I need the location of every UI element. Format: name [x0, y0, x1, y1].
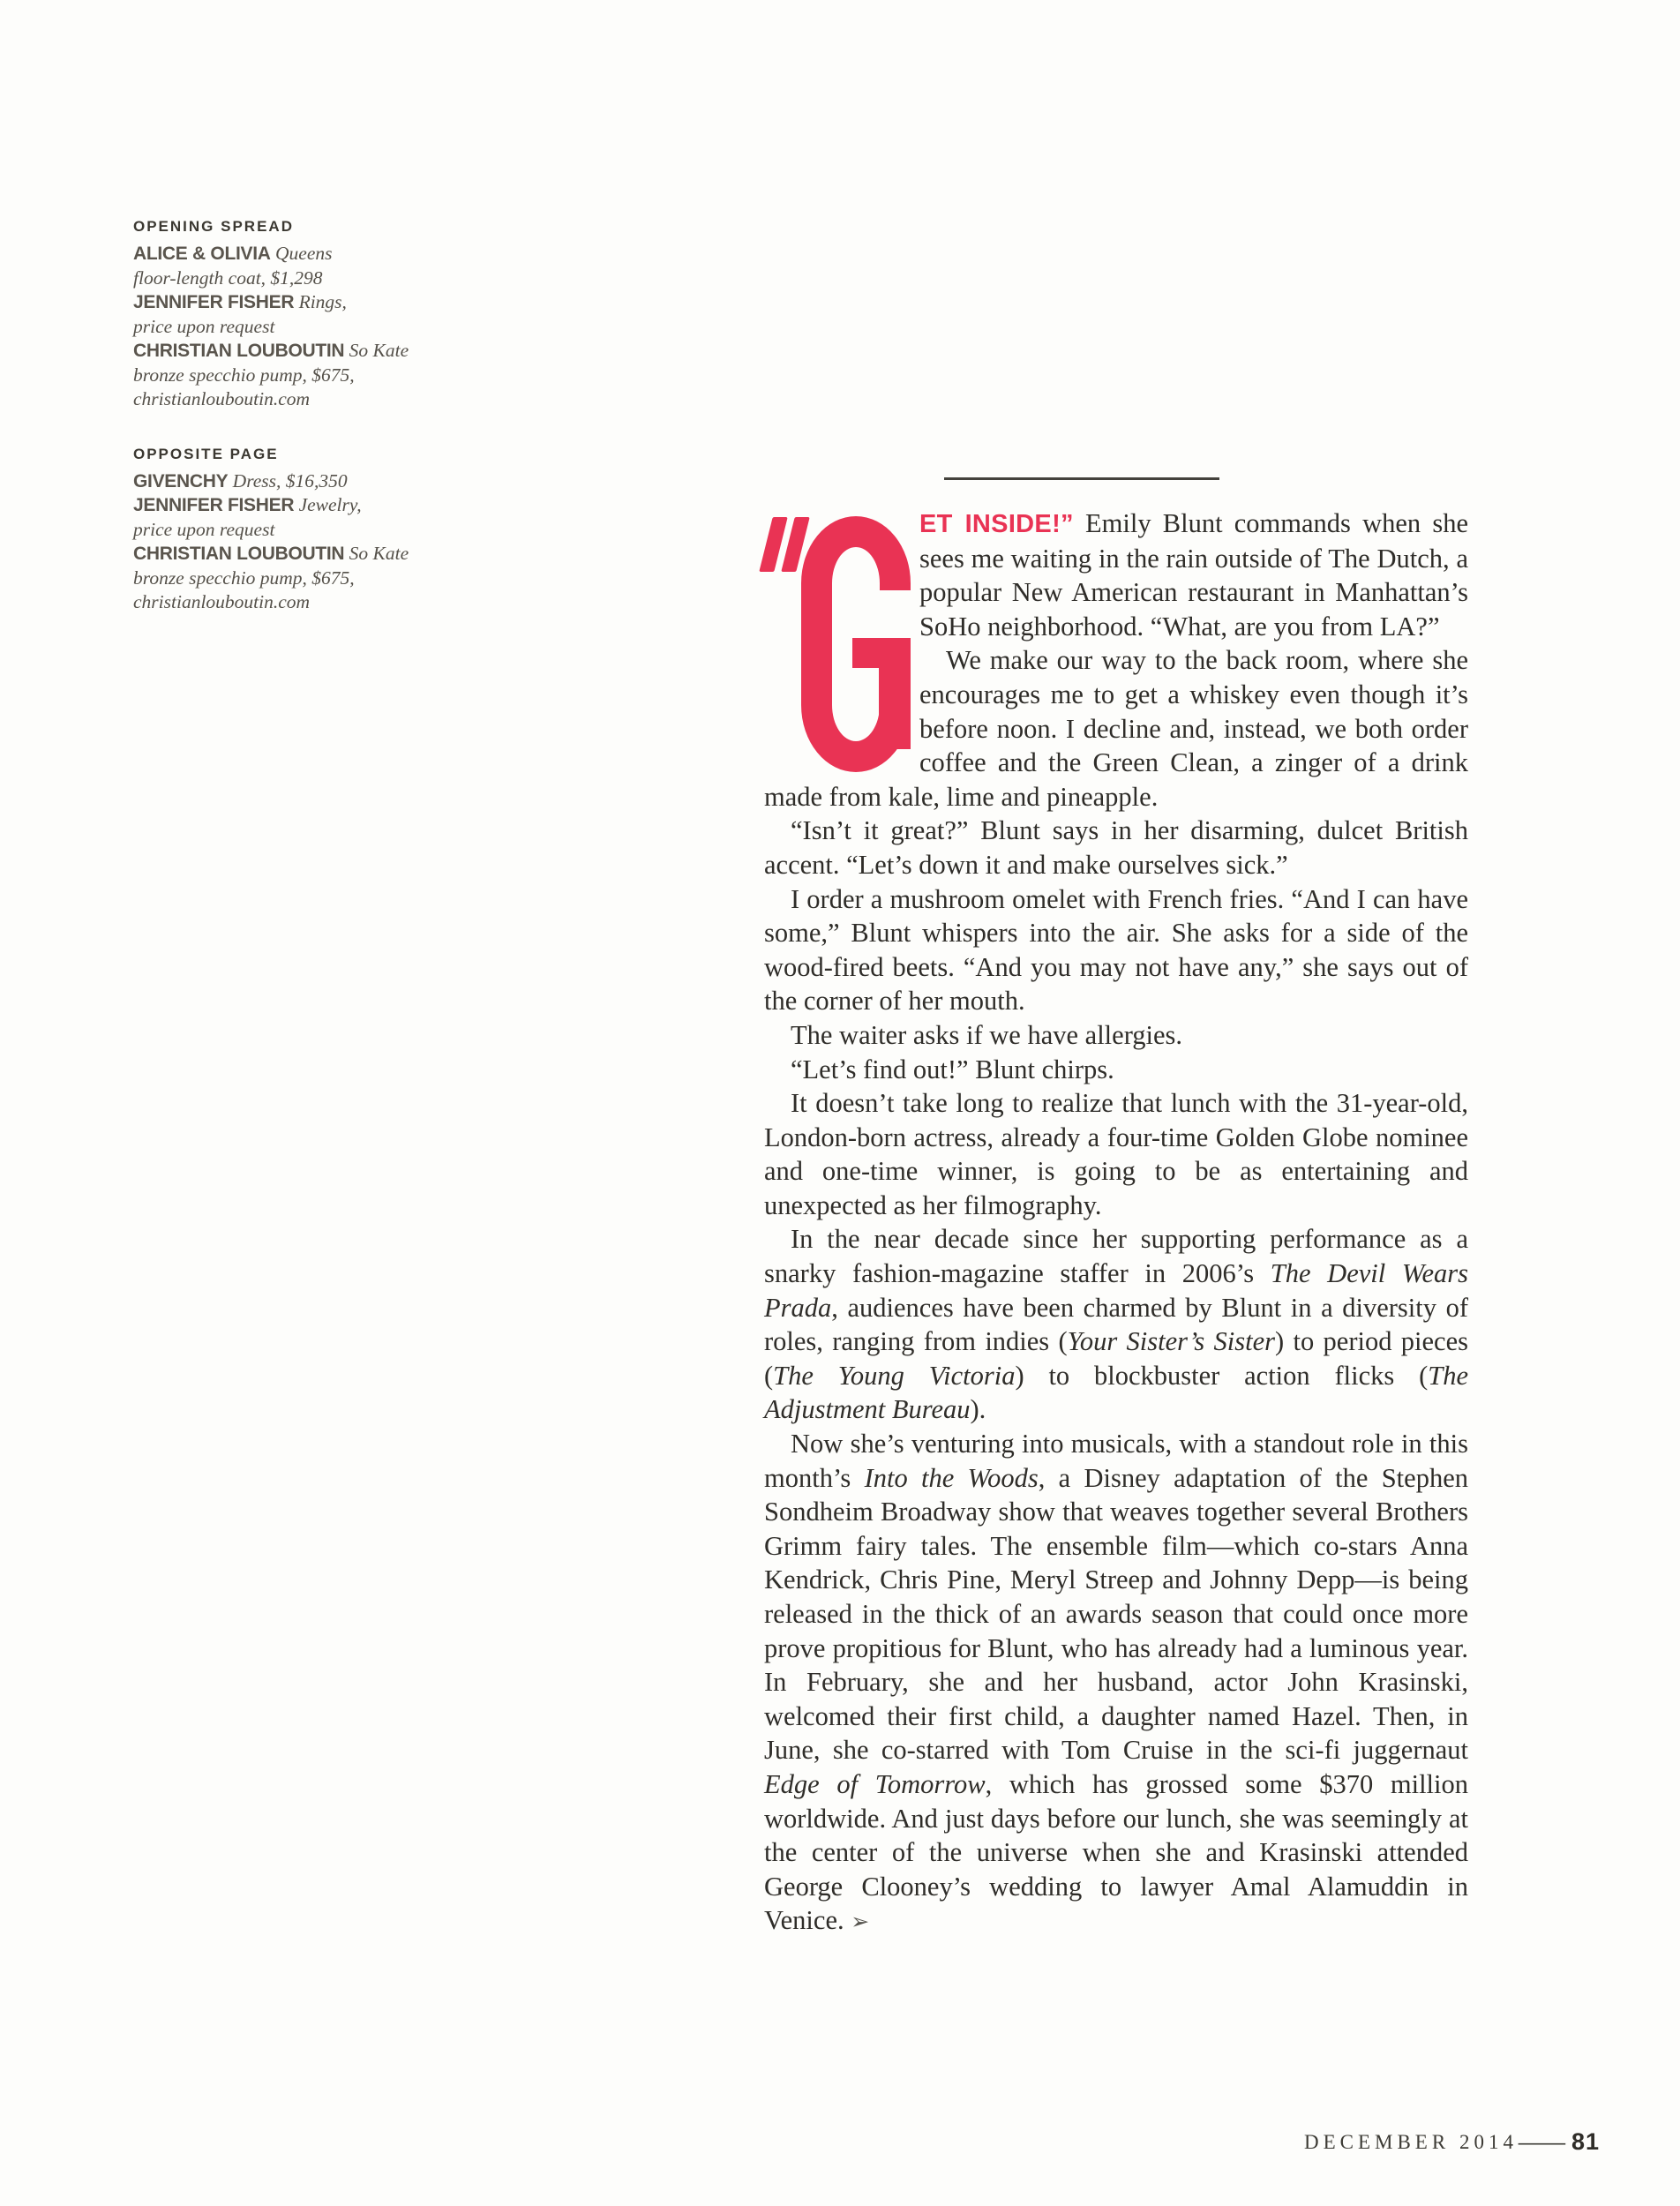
film-title: The Devil Wears Prada — [764, 1258, 1468, 1323]
credit-line — [133, 364, 424, 388]
paragraph-text: We make our way to the back room, where she encourages me to get a whiskey even though it’s before noon. I decline and, instead, we both order coffee and the Green Clean, a zinger of a drink made from kale, lime and pineapple. — [764, 645, 1468, 812]
paragraph-text: “Let’s find out!” Blunt chirps. — [791, 1054, 1114, 1084]
credit-description: price upon request — [133, 315, 275, 337]
credit-line — [133, 315, 424, 340]
dropcap-stem — [879, 638, 911, 749]
article-paragraph — [764, 882, 1468, 1018]
dropcap-letter-g — [801, 516, 911, 772]
credit-line — [133, 590, 424, 615]
paragraph-text: Emily Blunt commands when she sees me waiting in the rain outside of The Dutch, a popular New American restaurant in Manhattan’s SoHo neighborhood. “What, are you from LA?” — [919, 508, 1468, 642]
page-footer — [1304, 2128, 1600, 2156]
credit-line — [133, 567, 424, 591]
credit-brand-name: CHRISTIAN LOUBOUTIN — [133, 544, 345, 564]
film-title: Into the Woods — [864, 1462, 1039, 1493]
credit-description: price upon request — [133, 518, 275, 540]
credit-description: Jewelry, — [294, 494, 362, 515]
credit-line — [133, 290, 424, 315]
credit-description: bronze specchio pump, $675, — [133, 364, 355, 386]
paragraph-text: ) to period pieces ( — [764, 1326, 1468, 1391]
credit-description: floor-length coat, $1,298 — [133, 266, 323, 289]
credit-description: Rings, — [294, 291, 347, 312]
credit-brand-name: GIVENCHY — [133, 470, 229, 491]
paragraph-text: , which has grossed some $370 million worldwide. And just days before our lunch, she was seemingly at the center of the universe when she and Krasinski attended George Clooney’s wedding to lawyer Amal Alamuddin in Venice. — [764, 1768, 1468, 1936]
credit-line — [133, 266, 424, 291]
footer-issue-date: DECEMBER 2014 — [1303, 2130, 1518, 2153]
article-paragraph — [764, 1222, 1468, 1427]
dropcap-letter-text — [801, 516, 802, 517]
paragraph-text: It doesn’t take long to realize that lunch with the 31-year-old, London-born actress, already a four-time Golden Globe nominee and one-time winner, is going to be as entertaining and unexpected as her filmography. — [764, 1088, 1468, 1220]
paragraph-lead-in: ET INSIDE!” — [919, 510, 1074, 538]
credit-section — [133, 218, 424, 412]
credit-line — [133, 518, 424, 543]
article-paragraph — [764, 1018, 1468, 1053]
footer-page-number: 81 — [1571, 2128, 1600, 2155]
article-paragraph — [764, 814, 1468, 882]
credit-description: bronze specchio pump, $675, — [133, 567, 355, 589]
film-title: The Young Victoria — [773, 1360, 1016, 1391]
credit-description: Queens — [270, 243, 333, 264]
credit-line — [133, 339, 424, 364]
credit-brand-name: JENNIFER FISHER — [133, 292, 295, 312]
credit-description: christianlouboutin.com — [133, 591, 311, 612]
continuation-arrow-icon: ➢ — [851, 1909, 870, 1935]
dropcap — [764, 506, 919, 779]
paragraph-text: , audiences have been charmed by Blunt in a diversity of roles, ranging from indies ( — [764, 1292, 1468, 1357]
article-paragraph — [764, 1427, 1468, 1940]
credits-sidebar — [133, 218, 424, 649]
credit-description: So Kate — [344, 543, 409, 564]
film-title: Edge of Tomorrow — [764, 1768, 986, 1799]
credit-line — [133, 542, 424, 567]
credit-line — [133, 469, 424, 494]
paragraph-text: I order a mushroom omelet with French fries. “And I can have some,” Blunt whispers into the air. She asks for a side of the wood-fired beets. “And you may not have any,” she says out of the corner of her mouth. — [764, 883, 1468, 1017]
credit-brand-name: JENNIFER FISHER — [133, 495, 295, 515]
paragraph-text: , a Disney adaptation of the Stephen Sondheim Broadway show that weaves together several Brothers Grimm fairy tales. The ensemble film—which co-stars Anna Kendrick, Chris Pine, Meryl Streep and Johnny Depp—is being released in the thick of an awards season that could once more prove propitious for Blunt, who has already had a luminous year. In February, she and her husband, actor John Krasinski, welcomed their first child, a daughter named Hazel. Then, in June, she co-starred with Tom Cruise in the sci-fi juggernaut — [764, 1462, 1468, 1766]
credit-description: So Kate — [344, 340, 409, 361]
paragraph-text: Now she’s venturing into musicals, with a standout role in this month’s — [764, 1429, 1468, 1493]
dropcap-aperture — [876, 590, 911, 640]
article-body — [764, 506, 1468, 1940]
credit-description: christianlouboutin.com — [133, 388, 311, 409]
film-title: The Adjustment Bureau — [764, 1360, 1468, 1425]
credit-description: Dress, $16,350 — [228, 469, 348, 491]
footer-dash: — — [1519, 2130, 1565, 2153]
credit-line — [133, 493, 424, 518]
article-paragraph — [764, 1086, 1468, 1222]
section-divider-rule — [944, 477, 1219, 480]
film-title: Your Sister’s Sister — [1067, 1326, 1276, 1357]
credit-section-header: OPPOSITE PAGE — [133, 445, 279, 462]
credit-brand-name: ALICE & OLIVIA — [133, 244, 271, 264]
paragraph-text: The waiter asks if we have allergies. — [791, 1019, 1183, 1050]
credit-line — [133, 387, 424, 412]
credit-brand-name: CHRISTIAN LOUBOUTIN — [133, 341, 345, 361]
paragraph-text: In the near decade since her supporting performance as a snarky fashion-magazine staffer in 2006’s — [764, 1224, 1468, 1289]
paragraph-text: ) to blockbuster action flicks ( — [1015, 1360, 1429, 1391]
credit-section — [133, 446, 424, 615]
paragraph-text: ). — [970, 1394, 986, 1425]
article-paragraph — [764, 1053, 1468, 1087]
credit-section-header: OPENING SPREAD — [133, 218, 294, 235]
paragraph-text: “Isn’t it great?” Blunt says in her disarming, dulcet British accent. “Let’s down it and make ourselves sick.” — [764, 815, 1468, 880]
credit-line — [133, 242, 424, 266]
